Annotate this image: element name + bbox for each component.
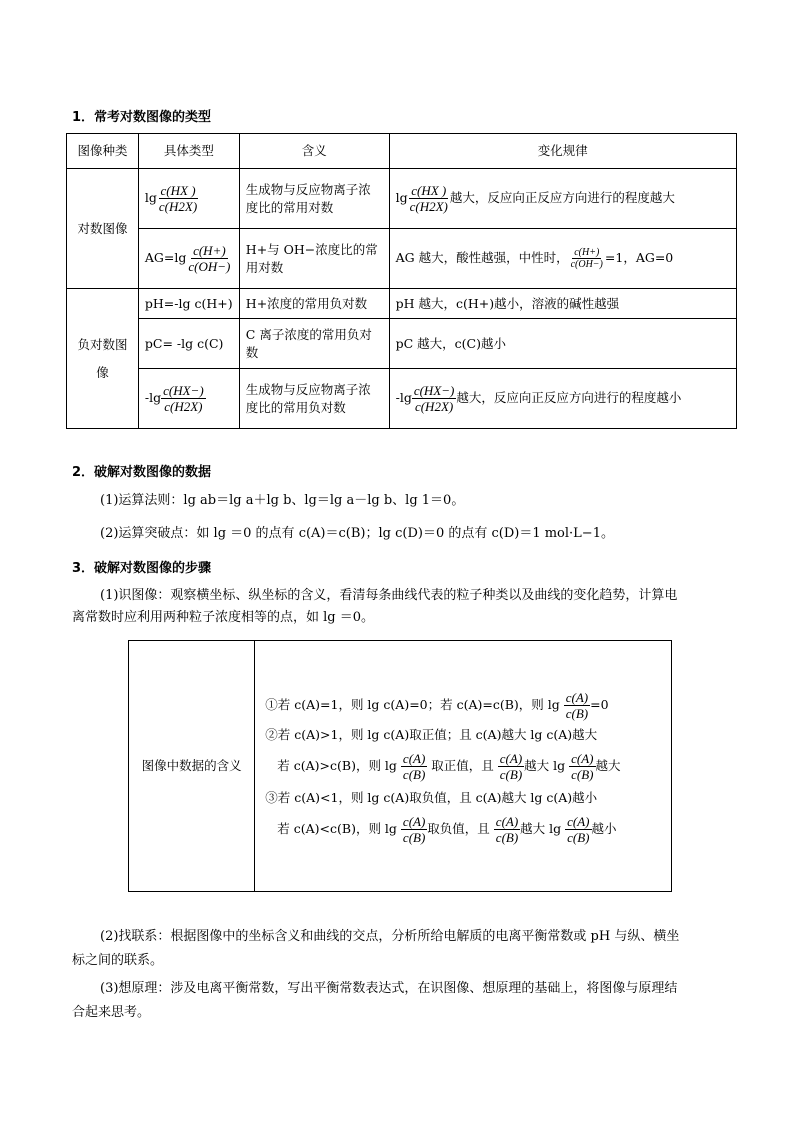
s3-para3b: 合起来思考。	[72, 1005, 151, 1020]
s3-para1b: 离常数时应利用两种粒子浓度相等的点，如 lg ＝0。	[72, 610, 375, 625]
frac-ab: $\frac{c(A)}{c(B)}$	[499, 750, 523, 782]
r3-meaning: H+浓度的常用负对数	[239, 289, 389, 319]
r2-fraction: $\frac{c(H+)}{c(OH-)}$	[188, 243, 231, 274]
r4-meaning: C 离子浓度的常用负对数	[239, 319, 389, 369]
box-line1: ①若 c(A)=1，则 lg c(A)=0；若 c(A)=c(B)，则 lg $\frac{c(A)}{c(B)}$ =0	[265, 689, 609, 721]
r1-meaning: 生成物与反应物离子浓度比的常用对数	[239, 169, 389, 229]
group-log: 对数图像	[67, 169, 139, 289]
box-line3: 若 c(A)>c(B)，则 lg $\frac{c(A)}{c(B)}$ 取正值，且 $\frac{c(A)}{c(B)}$ 越大 lg $\frac{c(A)}{c(B)}$ 越大	[277, 750, 621, 782]
box-line5: 若 c(A)<c(B)，则 lg $\frac{c(A)}{c(B)}$ 取负值，且 $\frac{c(A)}{c(B)}$ 越大 lg $\frac{c(A)}{c(B)}$ 越小	[277, 813, 617, 845]
r5-type: -lg $\frac{c(HX-)}{c(H2X)}$	[138, 369, 239, 429]
box-line2: ②若 c(A)>1，则 lg c(A)取正值；且 c(A)越大 lg c(A)越大	[265, 726, 598, 742]
s3-para2a: (2)找联系：根据图像中的坐标含义和曲线的交点，分析所给电解质的电离平衡常数或 pH 与纵、横坐	[100, 929, 680, 944]
r1-rule: lg $\frac{c(HX )}{c(H2X)}$ 越大，反应向正反应方向进行的程度越大	[389, 169, 736, 229]
section2-heading: 2．破解对数图像的数据	[72, 465, 212, 480]
s3-para1a: (1)识图像：观察横坐标、纵坐标的含义，看清每条曲线代表的粒子种类以及曲线的变化趋势，计算电	[100, 588, 678, 603]
frac-ab: $\frac{c(A)}{c(B)}$	[495, 813, 519, 845]
s3-para3a: (3)想原理：涉及电离平衡常数，写出平衡常数表达式，在识图像、想原理的基础上，将图像与原理结	[100, 981, 678, 996]
r4-rule: pC 越大，c(C)越小	[389, 319, 736, 369]
group-neglog: 负对数图像	[67, 289, 139, 429]
frac-ab: $\frac{c(A)}{c(B)}$	[571, 750, 594, 782]
box-content	[255, 641, 672, 892]
header-specific: 具体类型	[138, 134, 239, 169]
s2-para2: (2)运算突破点：如 lg ＝0 的点有 c(A)＝c(B)；lg c(D)＝0 的点有 c(D)＝1 mol·L−1。	[100, 526, 614, 541]
data-meaning-box	[128, 640, 672, 892]
r5-meaning: 生成物与反应物离子浓度比的常用负对数	[239, 369, 389, 429]
header-type: 图像种类	[67, 134, 139, 169]
r5-fraction: $\frac{c(HX-)}{c(H2X)}$	[163, 383, 204, 414]
r3-type: pH=-lg c(H+)	[138, 289, 239, 319]
frac-ab: $\frac{c(A)}{c(B)}$	[402, 813, 426, 845]
header-rule: 变化规律	[389, 134, 736, 169]
s3-para2b: 标之间的联系。	[72, 953, 164, 968]
s2-para1: (1)运算法则：lg ab＝lg a＋lg b、lg＝lg a－lg b、lg 1＝0。	[100, 493, 465, 508]
r2-rule: AG 越大，酸性越强，中性时， $\frac{c(H+)}{c(OH-)}$ =1，AG=0	[389, 229, 736, 289]
header-meaning: 含义	[239, 134, 389, 169]
r2-rule-fraction: $\frac{c(H+)}{c(OH-)}$	[570, 247, 603, 270]
r3-rule: pH 越大，c(H+)越小，溶液的碱性越强	[389, 289, 736, 319]
box-label: 图像中数据的含义	[129, 641, 255, 892]
frac-ab: $\frac{c(A)}{c(B)}$	[402, 750, 426, 782]
section3-heading: 3．破解对数图像的步骤	[72, 561, 212, 576]
section1-heading: 1．常考对数图像的类型	[72, 110, 212, 125]
frac-ab: $\frac{c(A)}{c(B)}$	[565, 689, 589, 721]
r1-rule-fraction: $\frac{c(HX )}{c(H2X)}$	[409, 183, 448, 214]
r2-type: AG=lg $\frac{c(H+)}{c(OH-)}$	[138, 229, 239, 289]
log-types-table	[66, 133, 737, 429]
r2-meaning: H+与 OH−浓度比的常用对数	[239, 229, 389, 289]
r1-type: lg $\frac{c(HX )}{c(H2X)}$	[138, 169, 239, 229]
r4-type: pC= -lg c(C)	[138, 319, 239, 369]
r5-rule: -lg $\frac{c(HX-)}{c(H2X)}$ 越大，反应向正反应方向进行的程度越小	[389, 369, 736, 429]
r5-rule-fraction: $\frac{c(HX-)}{c(H2X)}$	[413, 383, 455, 414]
box-line4: ③若 c(A)<1，则 lg c(A)取负值，且 c(A)越大 lg c(A)越小	[265, 789, 598, 805]
frac-ab: $\frac{c(A)}{c(B)}$	[567, 813, 590, 845]
r1-fraction: $\frac{c(HX )}{c(H2X)}$	[158, 183, 198, 214]
